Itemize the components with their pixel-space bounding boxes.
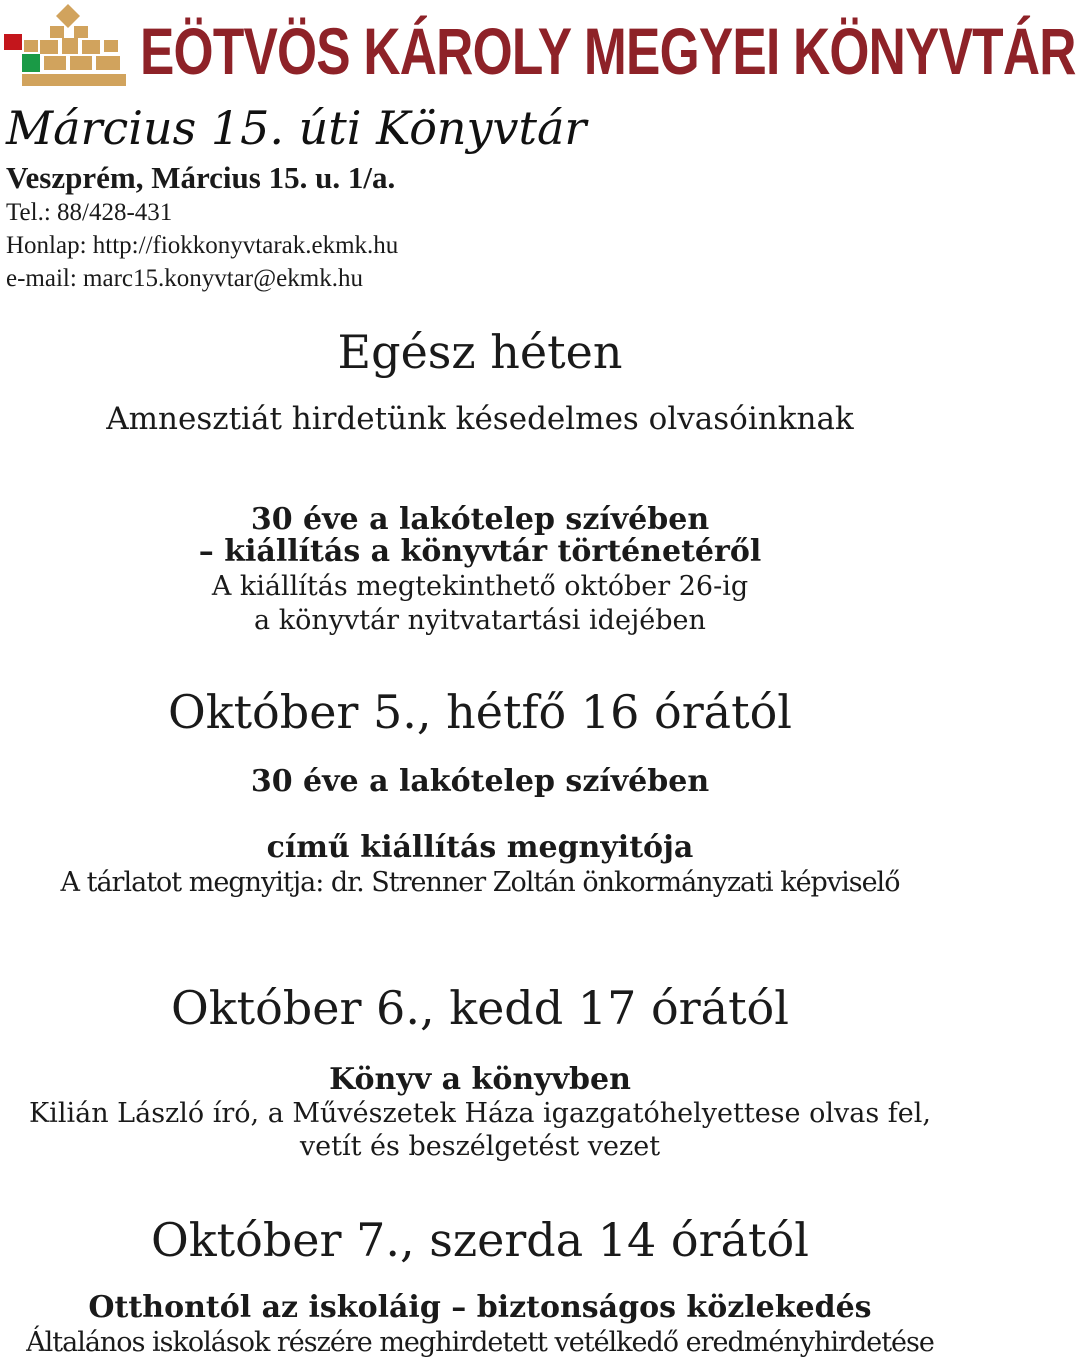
library-website: Honlap: http://fiokkonyvtarak.ekmk.hu <box>6 232 399 259</box>
oct7-title: Otthontól az iskoláig – biztonságos közlekedés <box>88 1290 872 1325</box>
exhibition-title: 30 éve a lakótelep szívében <box>250 502 710 537</box>
oct6-detail-line1: Kilián László író, a Művészetek Háza igazgatóhelyettese olvas fel, <box>29 1098 931 1129</box>
library-title: Március 15. úti Könyvtár <box>6 101 587 155</box>
header <box>0 0 1076 100</box>
crown-logo-icon <box>4 4 128 88</box>
oct5-subtitle: című kiállítás megnyitója <box>266 830 694 865</box>
library-phone: Tel.: 88/428-431 <box>6 199 173 226</box>
oct5-title: 30 éve a lakótelep szívében <box>250 764 710 799</box>
exhibition-hours: a könyvtár nyitvatartási idejében <box>254 605 706 636</box>
exhibition-subtitle: – kiállítás a könyvtár történetéről <box>198 534 762 569</box>
week-heading: Egész héten <box>337 325 623 379</box>
oct7-detail: Általános iskolások részére meghirdetett vetélkedő eredményhirdetése <box>26 1327 934 1358</box>
library-address: Veszprém, Március 15. u. 1/a. <box>6 160 396 195</box>
exhibition-dates: A kiállítás megtekinthető október 26-ig <box>211 571 749 602</box>
oct6-date: Október 6., kedd 17 órától <box>171 981 789 1035</box>
oct5-detail: A tárlatot megnyitja: dr. Strenner Zoltán önkormányzati képviselő <box>60 867 900 898</box>
oct6-detail-line2: vetít és beszélgetést vezet <box>299 1131 661 1162</box>
oct7-date: Október 7., szerda 14 órától <box>151 1213 809 1267</box>
library-email: e-mail: marc15.konyvtar@ekmk.hu <box>6 265 363 292</box>
oct5-date: Október 5., hétfő 16 órától <box>167 685 792 739</box>
week-text: Amnesztiát hirdetünk késedelmes olvasóinknak <box>106 401 854 437</box>
brand-name: EÖTVÖS KÁROLY MEGYEI KÖNYVTÁR <box>140 14 1076 88</box>
oct6-title: Könyv a könyvben <box>329 1062 631 1097</box>
